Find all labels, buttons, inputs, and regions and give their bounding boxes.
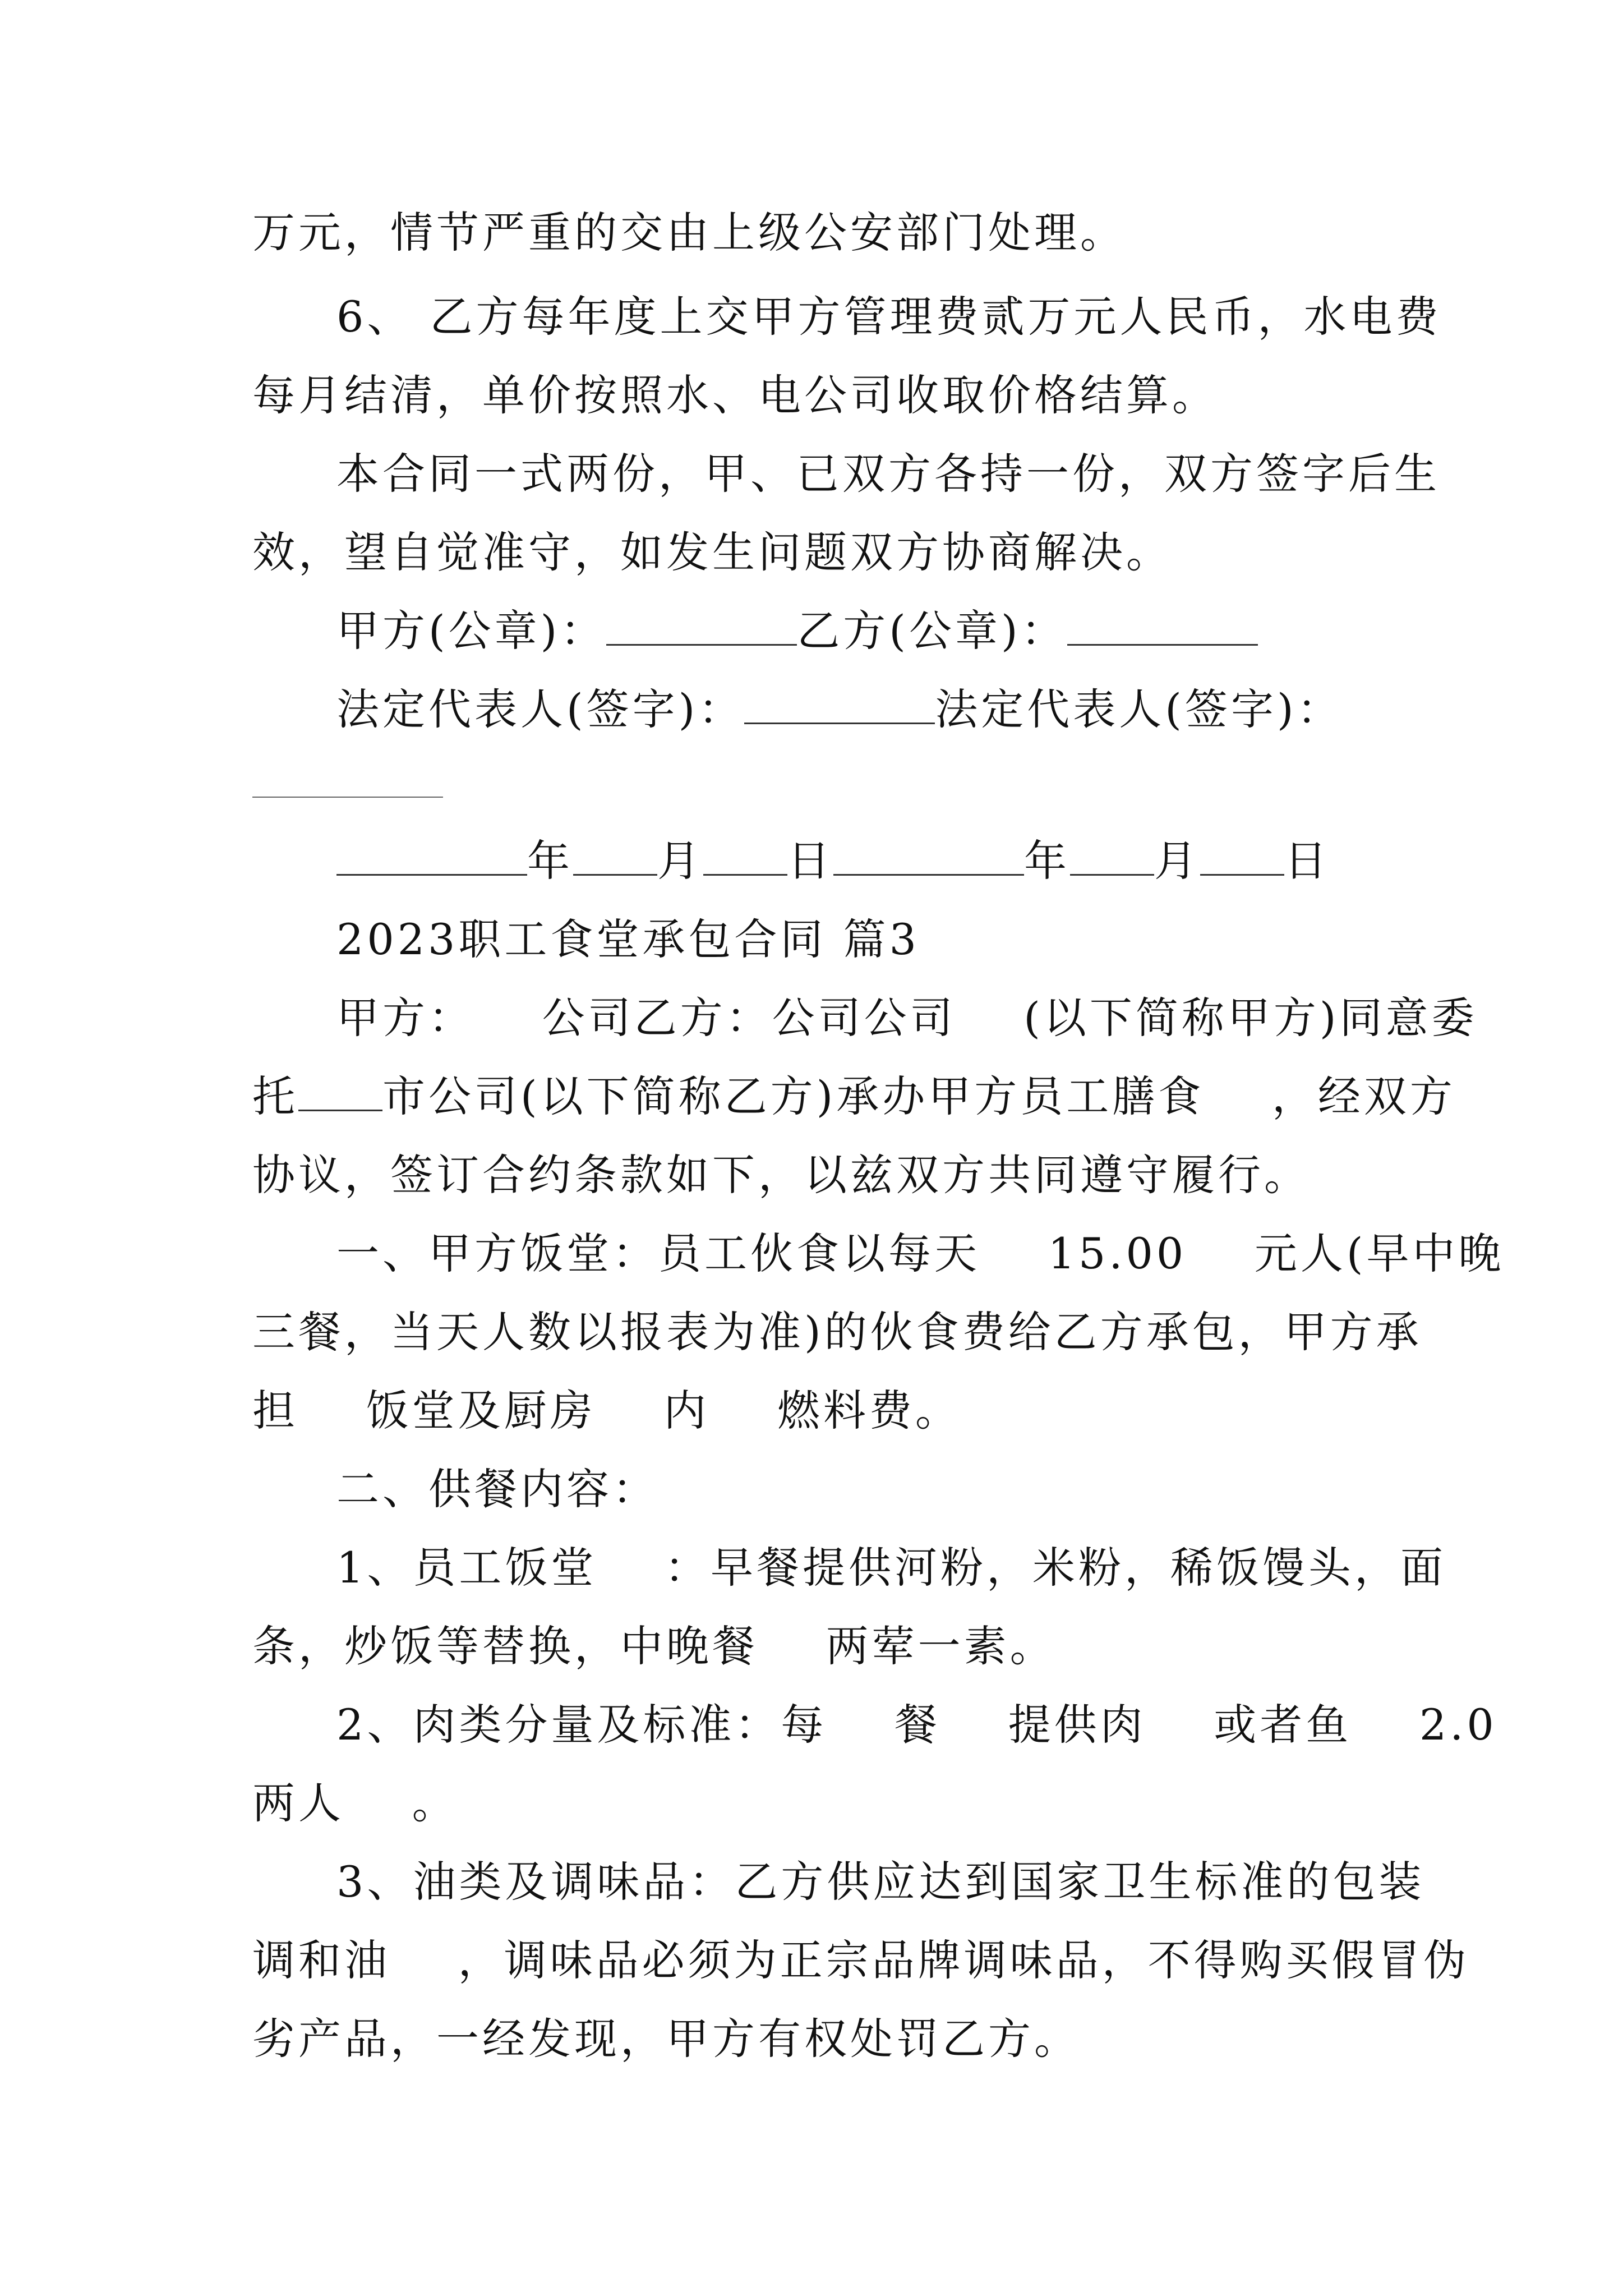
- paragraph-line: 一、甲方饭堂：员工伙食以每天 15.00 元人(早中晚: [336, 1228, 1505, 1278]
- party-a-seal-blank[interactable]: [606, 602, 797, 646]
- date-month-blank[interactable]: [573, 832, 657, 876]
- date-year-blank-2[interactable]: [833, 832, 1024, 876]
- paragraph-line: 二、供餐内容：: [336, 1464, 658, 1514]
- year-label-2: 年: [1024, 836, 1070, 886]
- paragraph-line: 3、油类及调味品：乙方供应达到国家卫生标准的包装: [336, 1857, 1425, 1907]
- date-year-blank[interactable]: [336, 832, 527, 876]
- month-label-2: 月: [1154, 836, 1200, 886]
- text-segment: 托: [252, 1071, 298, 1121]
- day-label: 日: [787, 836, 833, 886]
- party-b-rep-label: 法定代表人(签字)：: [935, 684, 1343, 734]
- month-label: 月: [657, 836, 703, 886]
- year-label: 年: [527, 836, 573, 886]
- city-blank[interactable]: [298, 1068, 382, 1111]
- date-day-blank[interactable]: [703, 832, 787, 876]
- paragraph-line: 每月结清，单价按照水、电公司收取价格结算。: [252, 370, 1218, 420]
- signature-line-rep: [336, 679, 1396, 740]
- paragraph-line: 甲方： 公司乙方：公司公司 (以下简称甲方)同意委: [336, 993, 1478, 1043]
- day-label-2: 日: [1284, 836, 1330, 886]
- paragraph-line: 2、肉类分量及标准：每 餐 提供肉 或者鱼 2.0: [336, 1700, 1497, 1750]
- paragraph-line: 6、 乙方每年度上交甲方管理费贰万元人民币，水电费: [336, 292, 1442, 342]
- paragraph-line: 协议，签订合约条款如下，以兹双方共同遵守履行。: [252, 1150, 1310, 1200]
- date-line: [336, 830, 1396, 892]
- paragraph-line: [252, 1066, 1456, 1128]
- signature-line-seal: [336, 600, 1396, 662]
- paragraph-line: 条，炒饭等替换，中晚餐 两荤一素。: [252, 1621, 1056, 1671]
- party-a-rep-label: 法定代表人(签字)：: [336, 684, 745, 734]
- text-segment: 市公司(以下简称乙方)承办甲方员工膳食 ，经双方: [382, 1071, 1456, 1121]
- paragraph-line: 万元，情节严重的交由上级公安部门处理。: [252, 208, 1126, 257]
- section-title: 2023职工食堂承包合同 篇3: [336, 914, 920, 964]
- party-b-seal-label: 乙方(公章)：: [797, 606, 1067, 656]
- paragraph-line: 调和油 ，调味品必须为正宗品牌调味品，不得购买假冒伪: [252, 1935, 1470, 1985]
- date-day-blank-2[interactable]: [1200, 832, 1284, 876]
- paragraph-line: 担 饭堂及厨房 内 燃料费。: [252, 1386, 961, 1435]
- party-b-rep-blank[interactable]: [252, 797, 443, 798]
- paragraph-line: 1、员工饭堂 ：早餐提供河粉，米粉，稀饭馒头，面: [336, 1543, 1446, 1593]
- date-month-blank-2[interactable]: [1070, 832, 1154, 876]
- party-a-rep-blank[interactable]: [744, 681, 935, 724]
- paragraph-line: 三餐，当天人数以报表为准)的伙食费给乙方承包，甲方承: [252, 1307, 1422, 1357]
- paragraph-line: 两人 。: [252, 1778, 458, 1828]
- party-a-seal-label: 甲方(公章)：: [336, 606, 607, 656]
- paragraph-line: 本合同一式两份，甲、已双方各持一份，双方签字后生: [336, 449, 1440, 499]
- paragraph-line: 效，望自觉准守，如发生问题双方协商解决。: [252, 527, 1172, 577]
- paragraph-line: 劣产品，一经发现，甲方有权处罚乙方。: [252, 2014, 1080, 2064]
- party-b-seal-blank[interactable]: [1067, 602, 1258, 646]
